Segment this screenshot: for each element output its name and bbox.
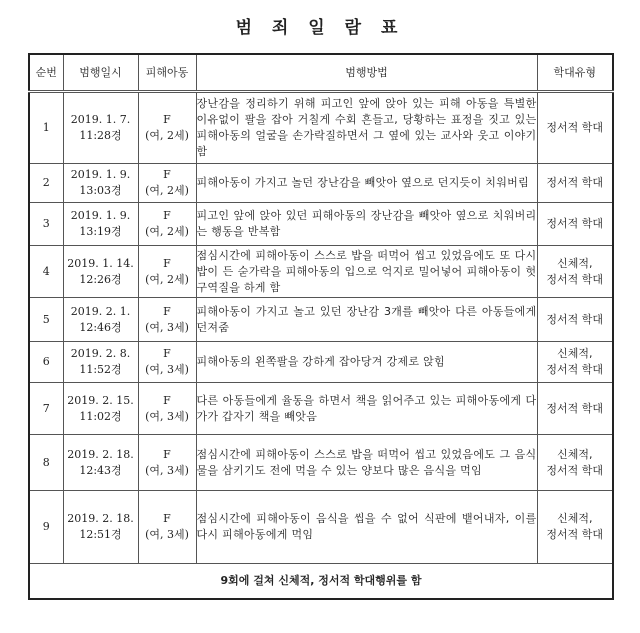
header-type: 학대유형: [537, 54, 613, 92]
time-line: 12:46경: [79, 320, 122, 334]
crime-list-table: [28, 53, 614, 600]
row-type: [537, 298, 613, 342]
row-date: [63, 435, 138, 491]
row-date: [63, 92, 138, 164]
date-line: 2019. 2. 18.: [67, 512, 134, 525]
row-type: [537, 383, 613, 435]
summary-row: [29, 564, 613, 600]
table-row: [29, 203, 613, 246]
row-victim: [138, 491, 196, 564]
row-date: [63, 298, 138, 342]
row-date: [63, 246, 138, 298]
row-num: 5: [29, 298, 63, 342]
type-line2: 정서적 학대: [546, 528, 604, 541]
row-type: [537, 491, 613, 564]
time-line: 12:51경: [79, 528, 122, 541]
table-header-row: [29, 54, 613, 92]
type-line1: 신체적,: [557, 347, 593, 360]
row-method: 피해아동의 왼쪽팔을 강하게 잡아당겨 강제로 앉힘: [196, 342, 537, 383]
row-method: 점심시간에 피해아동이 스스로 밥을 떠먹어 씹고 있었음에도 그 음식물을 삼키기도 전에 먹을 수 있는 양보다 많은 음식을 먹임: [196, 435, 537, 491]
row-type: [537, 246, 613, 298]
date-line: 2019. 2. 8.: [70, 347, 131, 360]
victim-id: F: [163, 113, 171, 126]
table-row: [29, 92, 613, 164]
victim-detail: (여, 3세): [145, 463, 189, 477]
victim-detail: (여, 3세): [145, 363, 189, 376]
row-method: 장난감을 정리하기 위해 피고인 앞에 앉아 있는 피해 아동을 특별한 이유없이 팔을 잡아 거칠게 수회 흔들고, 당황하는 표정을 짓고 있는 피해아동의 얼굴을 손가락질하면서 그 옆에 있는 교사와 웃고 이야기함: [196, 92, 537, 164]
date-line: 2019. 2. 15.: [67, 393, 134, 407]
date-line: 2019. 2. 18.: [67, 447, 134, 461]
type-line2: 정서적 학대: [546, 463, 604, 477]
row-victim: [138, 435, 196, 491]
type-line1: 정서적 학대: [546, 121, 604, 134]
row-method: 피해아동이 가지고 놀고 있던 장난감 3개를 빼앗아 다른 아동들에게 던져줌: [196, 298, 537, 342]
table-row: [29, 246, 613, 298]
victim-detail: (여, 2세): [145, 184, 189, 197]
row-num: 2: [29, 164, 63, 203]
victim-id: F: [163, 168, 171, 181]
victim-id: F: [163, 347, 171, 360]
row-num: 9: [29, 491, 63, 564]
time-line: 13:03경: [79, 184, 122, 197]
type-line1: 신체적,: [557, 512, 593, 525]
row-victim: [138, 246, 196, 298]
row-type: [537, 342, 613, 383]
date-line: 2019. 1. 7.: [70, 113, 131, 126]
row-num: 8: [29, 435, 63, 491]
table-row: [29, 298, 613, 342]
summary-text: 9회에 걸쳐 신체적, 정서적 학대행위를 함: [29, 564, 613, 600]
victim-id: F: [163, 256, 171, 270]
row-type: [537, 203, 613, 246]
table-row: [29, 164, 613, 203]
row-victim: [138, 383, 196, 435]
date-line: 2019. 2. 1.: [70, 304, 131, 318]
row-victim: [138, 92, 196, 164]
victim-detail: (여, 2세): [145, 225, 189, 238]
victim-detail: (여, 2세): [145, 272, 189, 286]
row-type: [537, 164, 613, 203]
type-line1: 정서적 학대: [546, 176, 604, 189]
header-victim: 피해아동: [138, 54, 196, 92]
document-title: 범 죄 일 람 표: [235, 18, 405, 38]
header-method: 범행방법: [196, 54, 537, 92]
row-method: 피고인 앞에 앉아 있던 피해아동의 장난감을 빼앗아 옆으로 치워버리는 행동을 반복함: [196, 203, 537, 246]
row-victim: [138, 342, 196, 383]
row-date: [63, 342, 138, 383]
row-date: [63, 203, 138, 246]
row-num: 7: [29, 383, 63, 435]
table-row: [29, 342, 613, 383]
victim-detail: (여, 2세): [145, 129, 189, 142]
victim-id: F: [163, 393, 171, 407]
row-num: 6: [29, 342, 63, 383]
row-type: [537, 92, 613, 164]
row-victim: [138, 164, 196, 203]
victim-detail: (여, 3세): [145, 320, 189, 334]
time-line: 12:26경: [79, 272, 122, 286]
type-line2: 정서적 학대: [546, 363, 604, 376]
row-num: 3: [29, 203, 63, 246]
type-line1: 신체적,: [557, 256, 593, 270]
row-method: 점심시간에 피해아동이 스스로 밥을 떠먹어 씹고 있었음에도 또 다시 밥이 든 숟가락을 피해아동의 입으로 억지로 밀어넣어 피해아동이 헛구역질을 하게 함: [196, 246, 537, 298]
row-type: [537, 435, 613, 491]
victim-detail: (여, 3세): [145, 528, 189, 541]
row-method: 다른 아동들에게 율동을 하면서 책을 읽어주고 있는 피해아동에게 다가가 갑자기 책을 빼앗음: [196, 383, 537, 435]
row-victim: [138, 203, 196, 246]
type-line1: 정서적 학대: [546, 312, 604, 326]
type-line1: 신체적,: [557, 447, 593, 461]
row-num: 4: [29, 246, 63, 298]
date-line: 2019. 1. 14.: [67, 256, 134, 270]
victim-id: F: [163, 512, 171, 525]
time-line: 11:28경: [79, 129, 122, 142]
row-method: 피해아동이 가지고 놀던 장난감을 빼앗아 옆으로 던지듯이 치워버림: [196, 164, 537, 203]
victim-id: F: [163, 209, 171, 222]
row-date: [63, 491, 138, 564]
victim-id: F: [163, 447, 171, 461]
row-victim: [138, 298, 196, 342]
time-line: 13:19경: [79, 225, 122, 238]
table-row: [29, 435, 613, 491]
table-row: [29, 383, 613, 435]
type-line2: 정서적 학대: [546, 272, 604, 286]
row-method: 점심시간에 피해아동이 음식을 씹을 수 없어 식판에 뱉어내자, 이를 다시 피해아동에게 먹임: [196, 491, 537, 564]
header-date: 범행일시: [63, 54, 138, 92]
row-num: 1: [29, 92, 63, 164]
victim-detail: (여, 3세): [145, 409, 189, 423]
type-line1: 정서적 학대: [546, 401, 604, 415]
time-line: 12:43경: [79, 463, 122, 477]
table-row: [29, 491, 613, 564]
date-line: 2019. 1. 9.: [70, 168, 131, 181]
type-line1: 정서적 학대: [546, 217, 604, 230]
time-line: 11:52경: [79, 363, 122, 376]
date-line: 2019. 1. 9.: [70, 209, 131, 222]
row-date: [63, 164, 138, 203]
victim-id: F: [163, 304, 171, 318]
row-date: [63, 383, 138, 435]
header-num: 순번: [29, 54, 63, 92]
time-line: 11:02경: [79, 409, 122, 423]
